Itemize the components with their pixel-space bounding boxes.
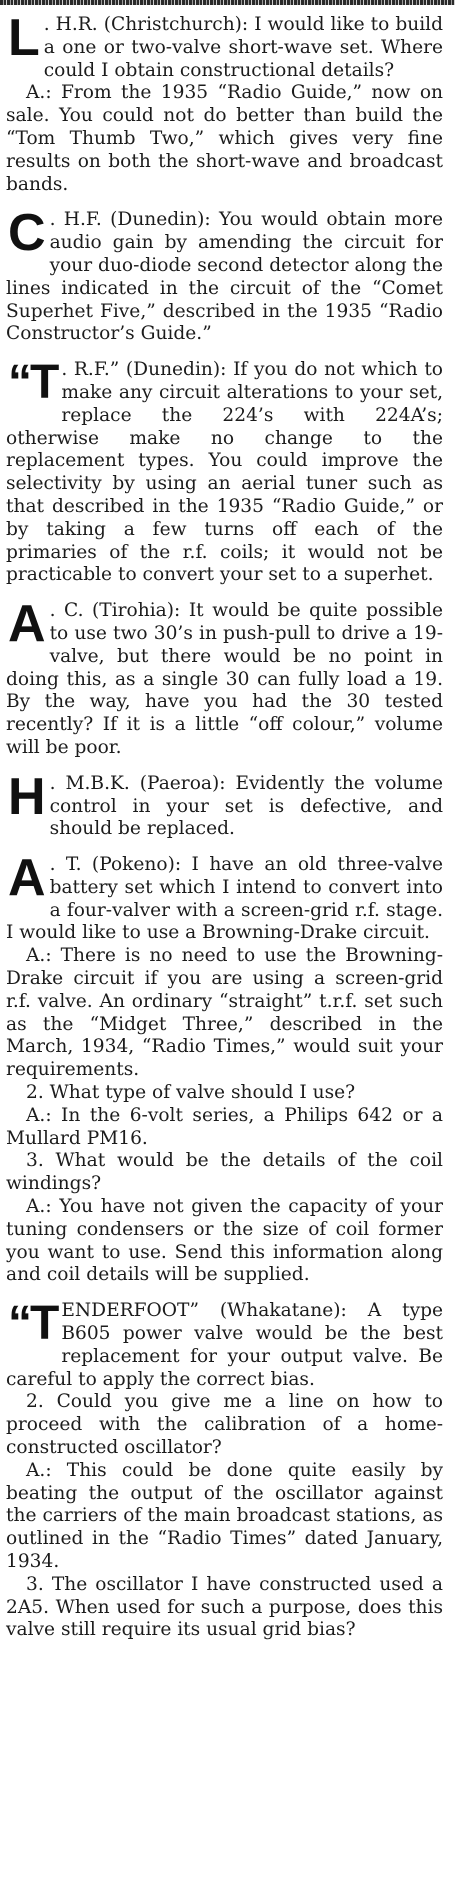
drop-cap: C	[8, 204, 46, 263]
entry-answer: . M.B.K. (Paeroa): Evidently the volume control in your set is defective, and should be replaced.	[49, 772, 443, 840]
entry-answer: ENDERFOOT” (Whakatane): A type B605 power valve would be the best replacement for your output valve. Be careful to apply the correct bias.	[6, 1300, 443, 1390]
drop-cap: L	[8, 9, 40, 67]
entry-paragraph: 2. What type of valve should I use?	[26, 1082, 356, 1104]
drop-cap: “T	[8, 1297, 58, 1351]
entry-question: . H.R. (Christchurch): I would like to build a one or two-valve short-wave set. Where could I obtain constructional details?	[43, 14, 443, 81]
entry-paragraph: 3. What would be the details of the coil windings?	[6, 1150, 443, 1195]
entry-chf-dunedin	[6, 204, 443, 346]
drop-cap: A	[8, 595, 46, 654]
drop-cap: “T	[8, 356, 58, 410]
entry-answer: . H.F. (Dunedin): You would obtain more audio gain by amending the circuit for your duo-diode second detector along the lines indicated in the circuit of the “Comet Superhet Five,” described in the 1935 “Radio Constructor’s Guide.”	[6, 209, 443, 345]
entry-question: . T. (Pokeno): I have an old three-valve battery set which I intend to convert into a four-valver with a screen-grid r.f. stage. I would like to use a Browning-Drake circuit.	[6, 854, 443, 944]
entry-paragraph: A.: You have not given the capacity of your tuning condensers or the size of coil former you want to use. Send this information along and coil details will be supplied.	[6, 1196, 443, 1286]
entry-paragraph: 3. The oscillator I have constructed used a 2A5. When used for such a purpose, does this valve still require its usual grid bias?	[6, 1573, 443, 1641]
entry-at-pokeno	[6, 849, 443, 1287]
entry-paragraph: 2. Could you give me a line on how to proceed with the calibration of a home-constructed oscillator?	[6, 1391, 443, 1459]
entry-hmbk-paeroa	[6, 767, 443, 841]
drop-cap: A	[8, 849, 46, 908]
drop-cap: H	[8, 767, 46, 826]
entry-lhr-christchurch	[6, 9, 443, 196]
entry-tenderfoot-whakatane	[6, 1297, 443, 1642]
entry-trf-dunedin	[6, 356, 443, 587]
entry-paragraph: A.: In the 6-volt series, a Philips 642 or a Mullard PM16.	[6, 1104, 443, 1149]
entry-answer: . C. (Tirohia): It would be quite possible to use two 30’s in push-pull to drive a 19-valve, but there would be no point in doing this, as a single 30 can fully load a 19. By the way, have you had the 30 tested recently? If it is a little “off colour,” volume will be poor.	[6, 600, 443, 758]
entry-paragraph: A.: This could be done quite easily by beating the output of the oscillator against the carriers of the main broadcast stations, as outlined in the “Radio Times” dated January, 1934.	[6, 1459, 443, 1572]
entry-ac-tirohia	[6, 595, 443, 760]
entry-paragraph: A.: From the 1935 “Radio Guide,” now on sale. You could not do better than build the “Tom Thumb Two,” which gives very fine results on both the short-wave and broadcast bands.	[6, 82, 443, 195]
entry-answer: . R.F.” (Dunedin): If you do not which to make any circuit alterations to your set, replace the 224’s with 224A’s; otherwise make no change to the replacement types. You could improve the selectivity by using an aerial tuner such as that described in the 1935 “Radio Guide,” or by taking a few turns off each of the primaries of the r.f. coils; it would not be practicable to convert your set to a superhet.	[6, 359, 443, 586]
entry-paragraph: A.: There is no need to use the Browning-Drake circuit if you are using a screen-grid r.f. valve. An ordinary “straight” t.r.f. set such as the “Midget Three,” described in the March, 1934, “Radio Times,” would suit your requirements.	[6, 945, 443, 1081]
